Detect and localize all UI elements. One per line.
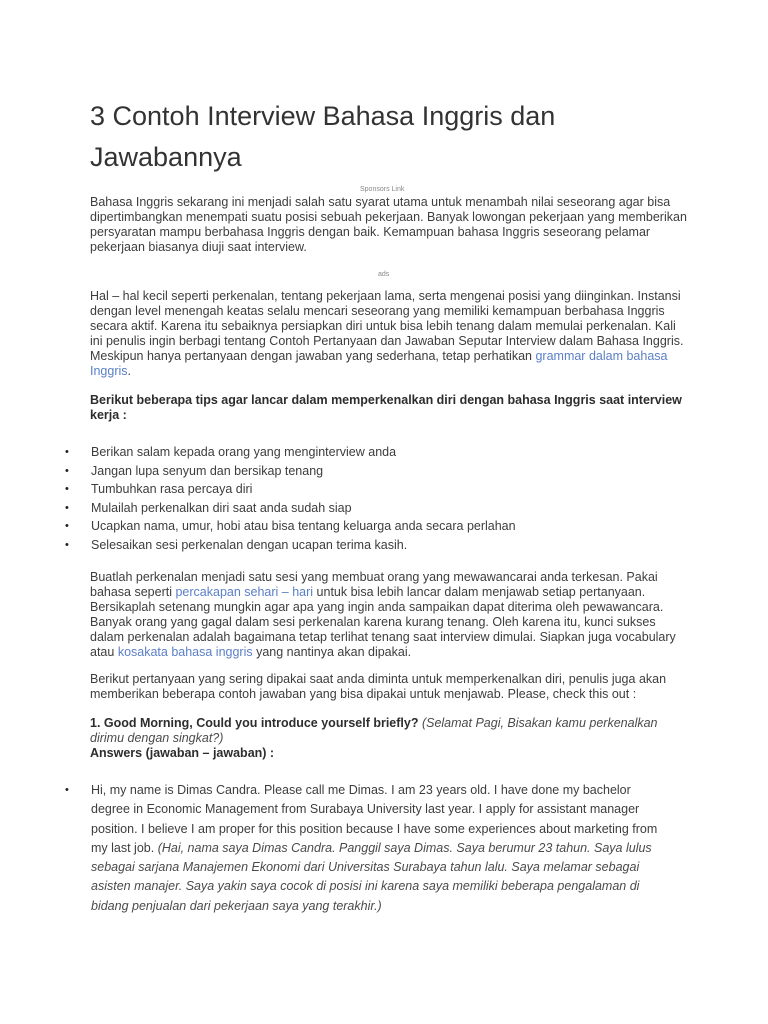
- intro-paragraph: Bahasa Inggris sekarang ini menjadi salah satu syarat utama untuk menambah nilai seseorang agar bisa dipertimbangkan menempati suatu posisi sebuah pekerjaan. Banyak lowongan pekerjaan yang memberikan persyaratan mampu berbahasa Inggris dengan baik. Kemampuan bahasa Inggris seseorang pelamar pekerjaan biasanya diuji saat interview.: [90, 195, 687, 254]
- answer-english: Hi, my name is Dimas Candra. Please call me Dimas. I am 23 years old. I have done my bachelor degree in Economic Management from Surabaya University last year. I apply for assistant manager position. I believe I am proper for this position because I have some experiences about marketing from my last job.: [91, 783, 658, 855]
- bullet-icon: •: [65, 501, 69, 514]
- paragraph-end: .: [127, 364, 132, 378]
- bullet-icon: •: [65, 520, 69, 532]
- paragraph-text: yang nantinya akan dipakai.: [252, 645, 412, 659]
- list-item: [62, 500, 682, 519]
- answer-1: [62, 781, 672, 916]
- question-text: 1. Good Morning, Could you introduce yourself briefly?: [90, 716, 419, 730]
- sponsors-label: Sponsors Link: [360, 186, 405, 193]
- kosakata-link[interactable]: kosakata bahasa inggris: [117, 645, 253, 659]
- paragraph-tips-detail: [90, 570, 688, 660]
- paragraph-text: Hal – hal kecil seperti perkenalan, tentang pekerjaan lama, serta mengenai posisi yang diinginkan. Instansi dengan level menengah keatas selalu mencari seseorang yang memiliki kemampuan berbahasa Inggris secara aktif. Karena itu sebaiknya persiapkan diri untuk bisa lebih tenang dalam memulai perkenalan. Kali ini penulis ingin berbagi tentang Contoh Pertanyaan dan Jawaban Seputar Interview dalam Bahasa Inggris. Meskipun hanya pertanyaan dengan jawaban yang sederhana, tetap perhatikan: [90, 289, 684, 363]
- question-1: [90, 716, 688, 761]
- bullet-icon: •: [65, 483, 69, 495]
- ads-label: ads: [378, 271, 390, 278]
- list-item: [62, 444, 682, 463]
- tip-text: Berikan salam kepada orang yang menginterview anda: [91, 445, 397, 459]
- tip-text: Jangan lupa senyum dan bersikap tenang: [91, 463, 324, 478]
- tips-heading-text: Berikut beberapa tips agar lancar dalam memperkenalkan diri dengan bahasa Inggris saat interview kerja :: [90, 393, 682, 422]
- tip-text: Mulailah perkenalkan diri saat anda sudah siap: [91, 500, 352, 515]
- answer-indonesian: (Hai, nama saya Dimas Candra. Panggil saya Dimas. Saya berumur 23 tahun. Saya lulus sebagai sarjana Manajemen Ekonomi dari Universitas Surabaya tahun lalu. Saya melamar sebagai asisten manajer. Saya yakin saya cocok di posisi ini karena saya memiliki beberapa pengalaman di bidang penjualan dari pekerjaan saya yang terakhir.): [91, 840, 652, 913]
- bullet-icon: •: [65, 538, 69, 551]
- paragraph-perkenalan: [90, 289, 688, 379]
- tip-text: Ucapkan nama, umur, hobi atau bisa tentang keluarga anda secara perlahan: [91, 519, 516, 533]
- list-item: [62, 463, 682, 482]
- bullet-icon: •: [65, 784, 69, 796]
- paragraph-text: Buatlah perkenalan menjadi satu sesi yang membuat orang yang mewawancarai anda terkesan. Pakai bahasa seperti: [90, 570, 658, 599]
- answer-text: [62, 781, 672, 916]
- list-item: [62, 518, 682, 537]
- paragraph-text: untuk bisa lebih lancar dalam menjawab setiap pertanyaan. Bersikaplah setenang mungkin agar apa yang ingin anda sampaikan dapat diterima oleh pewawancara. Banyak orang yang gagal dalam sesi perkenalan karena kurang tenang. Oleh karena itu, kunci sukses dalam perkenalan adalah bagaimana tetap terlihat tenang saat interview dimulai. Siapkan juga vocabulary atau: [90, 585, 676, 659]
- tips-heading: [90, 393, 688, 423]
- bullet-icon: •: [65, 464, 69, 477]
- question-translation: (Selamat Pagi, Bisakan kamu perkenalkan dirimu dengan singkat?): [90, 716, 658, 745]
- bullet-icon: •: [65, 446, 69, 458]
- paragraph-questions-intro: Berikut pertanyaan yang sering dipakai saat anda diminta untuk memperkenalkan diri, penulis juga akan memberikan beberapa contoh jawaban yang bisa dipakai untuk menjawab. Please, check this out :: [90, 672, 667, 701]
- tip-text: Tumbuhkan rasa percaya diri: [91, 482, 253, 496]
- answers-label: Answers (jawaban – jawaban) :: [90, 746, 275, 760]
- percakapan-link[interactable]: percakapan sehari – hari: [175, 585, 314, 599]
- tips-list: [62, 444, 682, 555]
- tip-text: Selesaikan sesi perkenalan dengan ucapan terima kasih.: [91, 537, 408, 552]
- list-item: [62, 537, 682, 556]
- list-item: [62, 481, 682, 500]
- grammar-link[interactable]: grammar dalam bahasa Inggris: [90, 349, 668, 378]
- page-title: 3 Contoh Interview Bahasa Inggris dan Jawabannya: [90, 101, 556, 172]
